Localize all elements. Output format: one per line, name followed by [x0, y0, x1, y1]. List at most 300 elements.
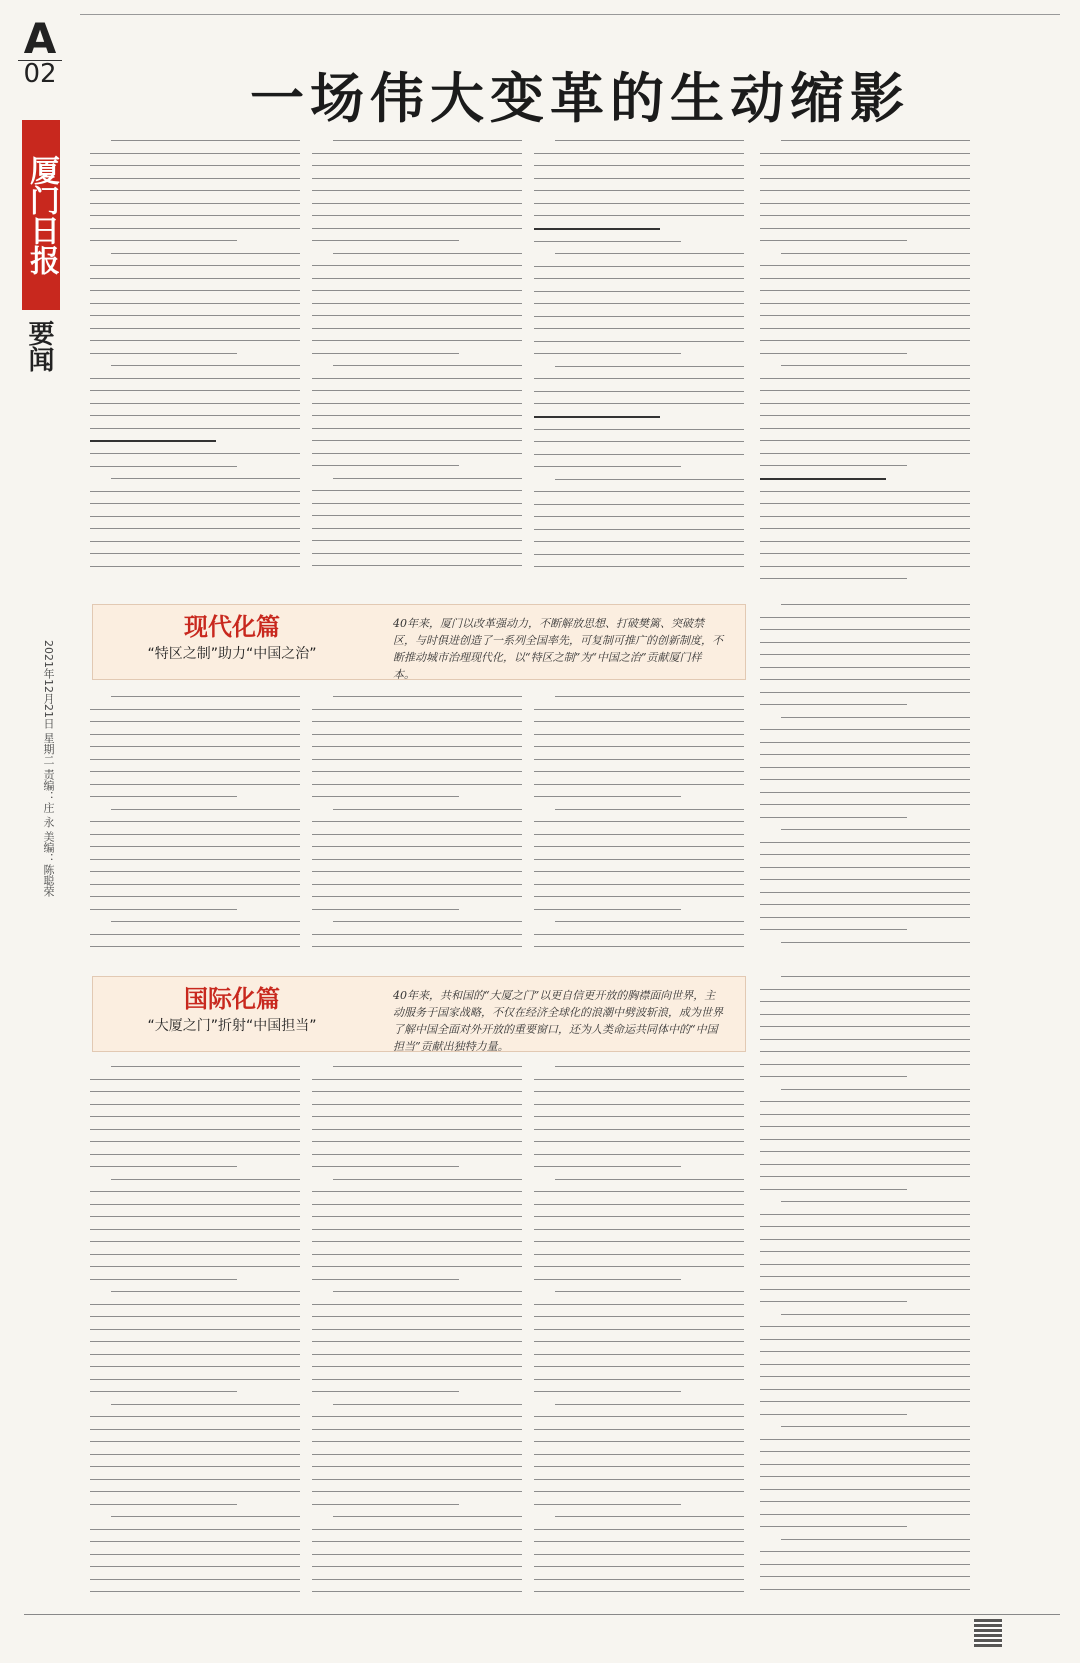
text-line-placeholder	[312, 190, 522, 191]
brand-logo: 厦门日报	[22, 120, 60, 310]
text-line-placeholder	[312, 1104, 522, 1105]
text-line-placeholder	[90, 1141, 300, 1142]
text-line-placeholder	[534, 541, 744, 542]
text-line-placeholder	[760, 215, 970, 216]
text-line-placeholder	[760, 917, 970, 918]
text-line-placeholder	[534, 1079, 744, 1080]
text-line-placeholder	[90, 190, 300, 191]
text-line-placeholder	[760, 1176, 970, 1177]
text-line-placeholder	[760, 390, 970, 391]
text-line-placeholder	[534, 429, 744, 430]
text-line-placeholder	[90, 896, 300, 897]
subheading-placeholder	[760, 478, 886, 480]
text-line-placeholder	[90, 390, 300, 391]
text-line-placeholder	[534, 1129, 744, 1130]
text-line-placeholder	[90, 871, 300, 872]
text-line-placeholder	[534, 1379, 744, 1380]
text-line-placeholder	[312, 1391, 459, 1392]
text-line-placeholder	[760, 1339, 970, 1340]
text-line-placeholder	[555, 140, 744, 141]
text-line-placeholder	[111, 253, 300, 254]
text-line-placeholder	[312, 278, 522, 279]
text-line-placeholder	[760, 1101, 970, 1102]
text-line-placeholder	[781, 976, 970, 977]
text-line-placeholder	[312, 1454, 522, 1455]
text-line-placeholder	[90, 1216, 300, 1217]
text-line-placeholder	[534, 1504, 681, 1505]
text-line-placeholder	[760, 1014, 970, 1015]
text-line-placeholder	[312, 1341, 522, 1342]
text-line-placeholder	[90, 1441, 300, 1442]
text-line-placeholder	[90, 1154, 300, 1155]
text-line-placeholder	[90, 771, 300, 772]
text-line-placeholder	[534, 1479, 744, 1480]
text-line-placeholder	[760, 1114, 970, 1115]
text-line-placeholder	[312, 440, 522, 441]
text-line-placeholder	[534, 859, 744, 860]
text-line-placeholder	[534, 1366, 744, 1367]
text-line-placeholder	[760, 1064, 970, 1065]
banner-modernization	[92, 604, 746, 680]
text-line-placeholder	[555, 366, 744, 367]
text-line-placeholder	[312, 315, 522, 316]
text-line-placeholder	[312, 746, 522, 747]
text-line-placeholder	[333, 253, 522, 254]
text-line-placeholder	[90, 1254, 300, 1255]
text-line-placeholder	[534, 946, 744, 947]
text-line-placeholder	[90, 721, 300, 722]
text-line-placeholder	[534, 1466, 744, 1467]
text-line-placeholder	[760, 303, 970, 304]
text-line-placeholder	[534, 1416, 744, 1417]
text-line-placeholder	[90, 1454, 300, 1455]
banner-summary: 40年来，共和国的“大厦之门”以更自信更开放的胸襟面向世界，主动服务于国家战略，不仅在经济全球化的浪潮中劈波斩浪，成为世界了解中国全面对外开放的重要窗口，还为人类命运共同体中的“中国担当”贡献出独特力量。	[393, 989, 723, 1053]
text-line-placeholder	[312, 1504, 459, 1505]
text-line-placeholder	[312, 1304, 522, 1305]
text-column	[760, 976, 970, 1606]
text-column	[534, 140, 744, 580]
text-line-placeholder	[534, 1116, 744, 1117]
text-line-placeholder	[111, 1291, 300, 1292]
text-line-placeholder	[90, 1366, 300, 1367]
text-line-placeholder	[312, 821, 522, 822]
banner-title: 现代化篇	[184, 612, 280, 641]
text-line-placeholder	[90, 784, 300, 785]
text-line-placeholder	[760, 1301, 907, 1302]
text-line-placeholder	[534, 746, 744, 747]
text-line-placeholder	[90, 1491, 300, 1492]
text-line-placeholder	[312, 453, 522, 454]
text-line-placeholder	[760, 1039, 970, 1040]
text-line-placeholder	[90, 1204, 300, 1205]
text-line-placeholder	[312, 1091, 522, 1092]
text-line-placeholder	[90, 265, 300, 266]
text-line-placeholder	[760, 1001, 970, 1002]
text-line-placeholder	[781, 1089, 970, 1090]
text-line-placeholder	[312, 1279, 459, 1280]
text-line-placeholder	[781, 140, 970, 141]
text-line-placeholder	[534, 554, 744, 555]
text-line-placeholder	[760, 428, 970, 429]
text-line-placeholder	[555, 1179, 744, 1180]
text-line-placeholder	[312, 1354, 522, 1355]
text-line-placeholder	[534, 1429, 744, 1430]
text-line-placeholder	[760, 1576, 970, 1577]
text-line-placeholder	[312, 1466, 522, 1467]
text-line-placeholder	[312, 415, 522, 416]
text-line-placeholder	[333, 1291, 522, 1292]
text-line-placeholder	[760, 779, 970, 780]
text-line-placeholder	[111, 1179, 300, 1180]
text-line-placeholder	[312, 1316, 522, 1317]
text-line-placeholder	[312, 1479, 522, 1480]
text-line-placeholder	[312, 934, 522, 935]
text-line-placeholder	[760, 165, 970, 166]
text-line-placeholder	[534, 909, 681, 910]
text-line-placeholder	[555, 921, 744, 922]
page-label	[18, 14, 62, 89]
text-line-placeholder	[781, 1201, 970, 1202]
text-line-placeholder	[760, 1351, 970, 1352]
subheading-placeholder	[534, 416, 660, 418]
text-line-placeholder	[312, 165, 522, 166]
text-line-placeholder	[760, 929, 907, 930]
text-line-placeholder	[760, 1226, 970, 1227]
text-line-placeholder	[90, 378, 300, 379]
text-line-placeholder	[312, 759, 522, 760]
text-line-placeholder	[760, 578, 907, 579]
text-line-placeholder	[760, 654, 970, 655]
text-line-placeholder	[760, 867, 970, 868]
text-line-placeholder	[760, 228, 970, 229]
text-line-placeholder	[534, 441, 744, 442]
text-line-placeholder	[90, 1341, 300, 1342]
text-line-placeholder	[312, 859, 522, 860]
text-line-placeholder	[534, 1541, 744, 1542]
text-line-placeholder	[760, 842, 970, 843]
text-line-placeholder	[760, 1589, 970, 1590]
text-line-placeholder	[312, 1216, 522, 1217]
text-line-placeholder	[90, 1379, 300, 1380]
text-line-placeholder	[333, 1516, 522, 1517]
text-line-placeholder	[760, 1326, 970, 1327]
text-line-placeholder	[90, 566, 300, 567]
text-line-placeholder	[90, 1279, 237, 1280]
text-line-placeholder	[534, 1216, 744, 1217]
text-line-placeholder	[760, 729, 970, 730]
text-line-placeholder	[90, 1079, 300, 1080]
text-line-placeholder	[760, 1051, 970, 1052]
text-line-placeholder	[90, 453, 300, 454]
text-line-placeholder	[312, 1541, 522, 1542]
text-line-placeholder	[90, 403, 300, 404]
text-line-placeholder	[90, 1191, 300, 1192]
text-line-placeholder	[781, 604, 970, 605]
text-line-placeholder	[90, 1429, 300, 1430]
text-line-placeholder	[760, 1251, 970, 1252]
text-line-placeholder	[760, 629, 970, 630]
text-line-placeholder	[760, 792, 970, 793]
text-line-placeholder	[90, 1466, 300, 1467]
text-line-placeholder	[312, 1154, 522, 1155]
text-line-placeholder	[90, 1104, 300, 1105]
text-line-placeholder	[90, 884, 300, 885]
text-line-placeholder	[760, 1151, 970, 1152]
text-line-placeholder	[760, 378, 970, 379]
text-line-placeholder	[312, 1166, 459, 1167]
text-line-placeholder	[534, 1391, 681, 1392]
text-line-placeholder	[312, 1266, 522, 1267]
text-line-placeholder	[111, 365, 300, 366]
text-line-placeholder	[760, 1401, 970, 1402]
text-line-placeholder	[312, 1566, 522, 1567]
text-line-placeholder	[760, 1476, 970, 1477]
text-line-placeholder	[760, 516, 970, 517]
text-line-placeholder	[534, 771, 744, 772]
text-line-placeholder	[534, 153, 744, 154]
text-line-placeholder	[760, 879, 970, 880]
subheading-placeholder	[90, 440, 216, 442]
text-line-placeholder	[312, 228, 522, 229]
text-line-placeholder	[90, 1391, 237, 1392]
text-line-placeholder	[312, 884, 522, 885]
text-line-placeholder	[760, 541, 970, 542]
text-line-placeholder	[760, 989, 970, 990]
text-line-placeholder	[534, 1266, 744, 1267]
text-line-placeholder	[90, 709, 300, 710]
text-line-placeholder	[312, 1554, 522, 1555]
text-line-placeholder	[90, 746, 300, 747]
text-line-placeholder	[534, 341, 744, 342]
text-line-placeholder	[534, 466, 681, 467]
text-line-placeholder	[534, 566, 744, 567]
text-line-placeholder	[312, 1379, 522, 1380]
text-line-placeholder	[534, 291, 744, 292]
text-line-placeholder	[534, 1279, 681, 1280]
text-line-placeholder	[333, 140, 522, 141]
text-line-placeholder	[760, 190, 970, 191]
text-line-placeholder	[534, 1104, 744, 1105]
text-line-placeholder	[760, 328, 970, 329]
text-line-placeholder	[534, 1329, 744, 1330]
text-line-placeholder	[555, 1516, 744, 1517]
text-line-placeholder	[90, 1329, 300, 1330]
text-line-placeholder	[534, 734, 744, 735]
text-line-placeholder	[760, 1289, 970, 1290]
text-line-placeholder	[760, 1389, 970, 1390]
text-line-placeholder	[534, 303, 744, 304]
text-line-placeholder	[312, 734, 522, 735]
text-line-placeholder	[760, 854, 970, 855]
text-line-placeholder	[90, 541, 300, 542]
text-line-placeholder	[90, 1229, 300, 1230]
banner-subtitle: “特区之制”助力“中国之治”	[147, 646, 317, 662]
text-line-placeholder	[534, 821, 744, 822]
text-line-placeholder	[534, 1566, 744, 1567]
text-line-placeholder	[312, 1241, 522, 1242]
text-line-placeholder	[555, 253, 744, 254]
text-line-placeholder	[534, 1154, 744, 1155]
text-line-placeholder	[333, 365, 522, 366]
text-line-placeholder	[760, 1026, 970, 1027]
text-line-placeholder	[760, 1364, 970, 1365]
text-line-placeholder	[90, 1479, 300, 1480]
text-column	[760, 140, 970, 590]
text-line-placeholder	[555, 1291, 744, 1292]
text-line-placeholder	[760, 1489, 970, 1490]
text-line-placeholder	[534, 504, 744, 505]
text-column	[312, 696, 522, 956]
text-line-placeholder	[760, 340, 970, 341]
text-line-placeholder	[760, 692, 970, 693]
subheading-placeholder	[534, 228, 660, 230]
text-line-placeholder	[312, 528, 522, 529]
text-line-placeholder	[760, 1451, 970, 1452]
text-line-placeholder	[312, 1491, 522, 1492]
text-column	[90, 140, 300, 580]
text-line-placeholder	[312, 1579, 522, 1580]
text-line-placeholder	[534, 871, 744, 872]
text-line-placeholder	[555, 809, 744, 810]
text-line-placeholder	[760, 203, 970, 204]
text-line-placeholder	[534, 1454, 744, 1455]
text-line-placeholder	[312, 909, 459, 910]
text-line-placeholder	[90, 340, 300, 341]
text-line-placeholder	[555, 479, 744, 480]
text-line-placeholder	[90, 165, 300, 166]
text-line-placeholder	[90, 1554, 300, 1555]
text-line-placeholder	[534, 278, 744, 279]
text-line-placeholder	[90, 1166, 237, 1167]
text-line-placeholder	[90, 528, 300, 529]
text-column	[90, 696, 300, 956]
text-line-placeholder	[312, 1529, 522, 1530]
text-column	[312, 1066, 522, 1606]
text-line-placeholder	[534, 721, 744, 722]
text-line-placeholder	[760, 1526, 907, 1527]
text-line-placeholder	[760, 1564, 970, 1565]
text-line-placeholder	[781, 253, 970, 254]
text-line-placeholder	[534, 709, 744, 710]
text-line-placeholder	[534, 1229, 744, 1230]
text-line-placeholder	[312, 1079, 522, 1080]
text-line-placeholder	[760, 453, 970, 454]
text-line-placeholder	[781, 1426, 970, 1427]
text-line-placeholder	[333, 1066, 522, 1067]
text-line-placeholder	[760, 1126, 970, 1127]
text-line-placeholder	[760, 742, 970, 743]
text-line-placeholder	[312, 796, 459, 797]
text-line-placeholder	[760, 1189, 907, 1190]
text-line-placeholder	[760, 1076, 907, 1077]
text-line-placeholder	[90, 1566, 300, 1567]
text-line-placeholder	[555, 1404, 744, 1405]
text-line-placeholder	[534, 491, 744, 492]
text-line-placeholder	[90, 215, 300, 216]
text-line-placeholder	[90, 1304, 300, 1305]
text-line-placeholder	[90, 1091, 300, 1092]
text-line-placeholder	[760, 767, 970, 768]
text-line-placeholder	[534, 1354, 744, 1355]
page-footer	[24, 1614, 1060, 1651]
text-line-placeholder	[90, 466, 237, 467]
text-line-placeholder	[760, 1501, 970, 1502]
text-line-placeholder	[760, 1514, 970, 1515]
text-line-placeholder	[760, 240, 907, 241]
text-line-placeholder	[760, 353, 907, 354]
banner-internationalization	[92, 976, 746, 1052]
text-column	[760, 604, 970, 958]
text-line-placeholder	[534, 1241, 744, 1242]
text-line-placeholder	[534, 316, 744, 317]
text-line-placeholder	[312, 240, 459, 241]
text-line-placeholder	[555, 696, 744, 697]
text-line-placeholder	[312, 1141, 522, 1142]
text-line-placeholder	[333, 921, 522, 922]
text-line-placeholder	[534, 934, 744, 935]
text-column	[90, 1066, 300, 1606]
text-line-placeholder	[760, 1164, 970, 1165]
text-line-placeholder	[760, 403, 970, 404]
text-line-placeholder	[312, 1429, 522, 1430]
text-line-placeholder	[534, 834, 744, 835]
text-line-placeholder	[760, 704, 907, 705]
text-line-placeholder	[111, 1066, 300, 1067]
text-line-placeholder	[312, 721, 522, 722]
text-line-placeholder	[312, 503, 522, 504]
text-line-placeholder	[534, 1191, 744, 1192]
text-line-placeholder	[90, 178, 300, 179]
text-line-placeholder	[534, 1091, 744, 1092]
text-line-placeholder	[760, 617, 970, 618]
text-line-placeholder	[312, 203, 522, 204]
text-line-placeholder	[534, 328, 744, 329]
text-line-placeholder	[90, 315, 300, 316]
text-line-placeholder	[312, 1441, 522, 1442]
text-line-placeholder	[781, 365, 970, 366]
text-line-placeholder	[534, 266, 744, 267]
text-line-placeholder	[534, 784, 744, 785]
text-line-placeholder	[90, 516, 300, 517]
text-line-placeholder	[312, 1191, 522, 1192]
text-line-placeholder	[312, 353, 459, 354]
text-line-placeholder	[312, 265, 522, 266]
text-line-placeholder	[312, 540, 522, 541]
text-line-placeholder	[534, 1166, 681, 1167]
text-line-placeholder	[534, 516, 744, 517]
text-line-placeholder	[534, 1341, 744, 1342]
text-line-placeholder	[760, 528, 970, 529]
text-line-placeholder	[90, 946, 300, 947]
text-line-placeholder	[312, 490, 522, 491]
banner-title: 国际化篇	[184, 984, 280, 1013]
text-line-placeholder	[90, 290, 300, 291]
text-line-placeholder	[111, 696, 300, 697]
text-line-placeholder	[555, 1066, 744, 1067]
text-line-placeholder	[111, 478, 300, 479]
text-line-placeholder	[90, 796, 237, 797]
text-line-placeholder	[534, 165, 744, 166]
text-line-placeholder	[312, 515, 522, 516]
text-line-placeholder	[111, 1404, 300, 1405]
text-line-placeholder	[534, 1441, 744, 1442]
text-line-placeholder	[111, 1516, 300, 1517]
text-line-placeholder	[760, 178, 970, 179]
text-line-placeholder	[760, 804, 970, 805]
banner-summary: 40年来，厦门以改革强动力，不断解放思想、打破樊篱、突破禁区，与时俱进创造了一系列全国率先，可复制可推广的创新制度，不断推动城市治理现代化，以“特区之制”为“中国之治”贡献厦门样本。	[393, 617, 723, 681]
text-line-placeholder	[760, 153, 970, 154]
text-line-placeholder	[333, 696, 522, 697]
